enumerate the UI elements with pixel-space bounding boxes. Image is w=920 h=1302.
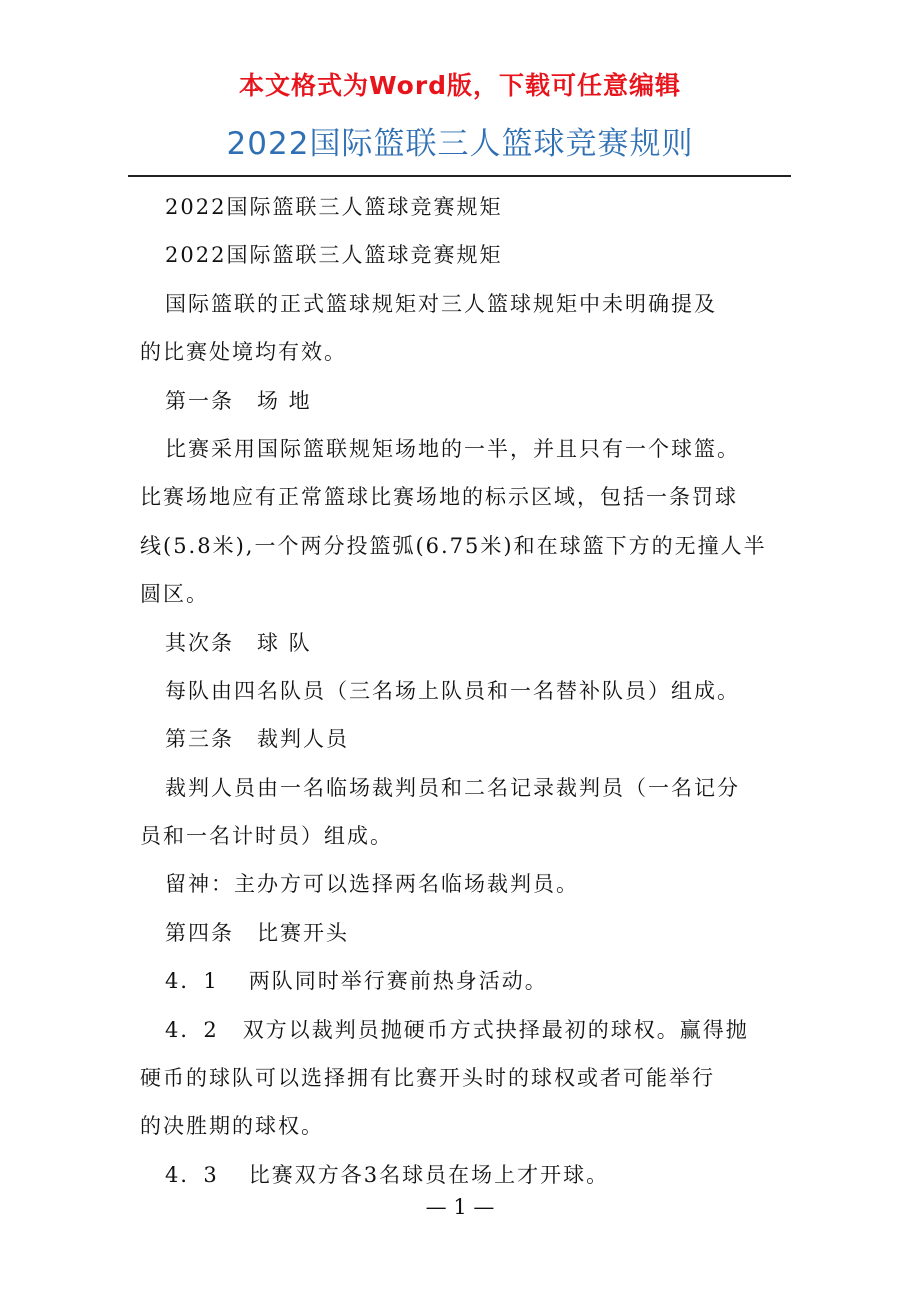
paragraph-line: 员和一名计时员）组成。 <box>140 824 393 849</box>
note-line: 留神：主办方可以选择两名临场裁判员。 <box>165 872 579 897</box>
section-heading: 第三条 裁判人员 <box>165 727 349 752</box>
page-number: — 1 — <box>425 1195 495 1219</box>
clause-number: 4．1 <box>165 969 219 994</box>
document-title: 2022国际篮联三人篮球竞赛规则 <box>226 126 694 162</box>
clause-line <box>140 957 790 1005</box>
clause-text: 比赛双方各3名球员在场上才开球。 <box>248 1162 610 1187</box>
section-heading: 第四条 比赛开头 <box>165 920 349 945</box>
section-heading: 第一条 场 地 <box>165 388 312 413</box>
paragraph-line: 比赛场地应有正常篮球比赛场地的标示区域，包括一条罚球 <box>140 485 738 510</box>
clause-text: 双方以裁判员抛硬币方式抉择最初的球权。赢得抛 <box>242 1017 749 1042</box>
document-body <box>140 183 790 1199</box>
download-notice: 本文格式为Word版，下载可任意编辑 <box>238 71 682 100</box>
title-divider <box>128 175 791 177</box>
section-heading: 其次条 球 队 <box>165 630 312 655</box>
paragraph-line: 线(5.8米),一个两分投篮弧(6.75米)和在球篮下方的无撞人半 <box>140 533 767 558</box>
paragraph-line: 的比赛处境均有效。 <box>140 340 347 365</box>
paragraph-line: 2022国际篮联三人篮球竞赛规矩 <box>165 195 503 219</box>
clause-number: 4．2 <box>165 1017 219 1042</box>
clause-number: 4．3 <box>165 1162 219 1187</box>
paragraph-line: 每队由四名队员（三名场上队员和一名替补队员）组成。 <box>165 678 740 703</box>
paragraph-line: 圆区。 <box>140 582 209 607</box>
clause-text: 两队同时举行赛前热身活动。 <box>248 969 548 994</box>
paragraph-line: 裁判人员由一名临场裁判员和二名记录裁判员（一名记分 <box>165 775 740 800</box>
paragraph-line: 比赛采用国际篮联规矩场地的一半，并且只有一个球篮。 <box>165 436 740 461</box>
paragraph-line: 国际篮联的正式篮球规矩对三人篮球规矩中未明确提及 <box>165 291 717 316</box>
paragraph-line: 硬币的球队可以选择拥有比赛开头时的球权或者可能举行 <box>140 1066 715 1091</box>
paragraph-line: 2022国际篮联三人篮球竞赛规矩 <box>165 243 503 268</box>
clause-line <box>140 1006 790 1054</box>
paragraph-line: 的决胜期的球权。 <box>140 1114 324 1139</box>
